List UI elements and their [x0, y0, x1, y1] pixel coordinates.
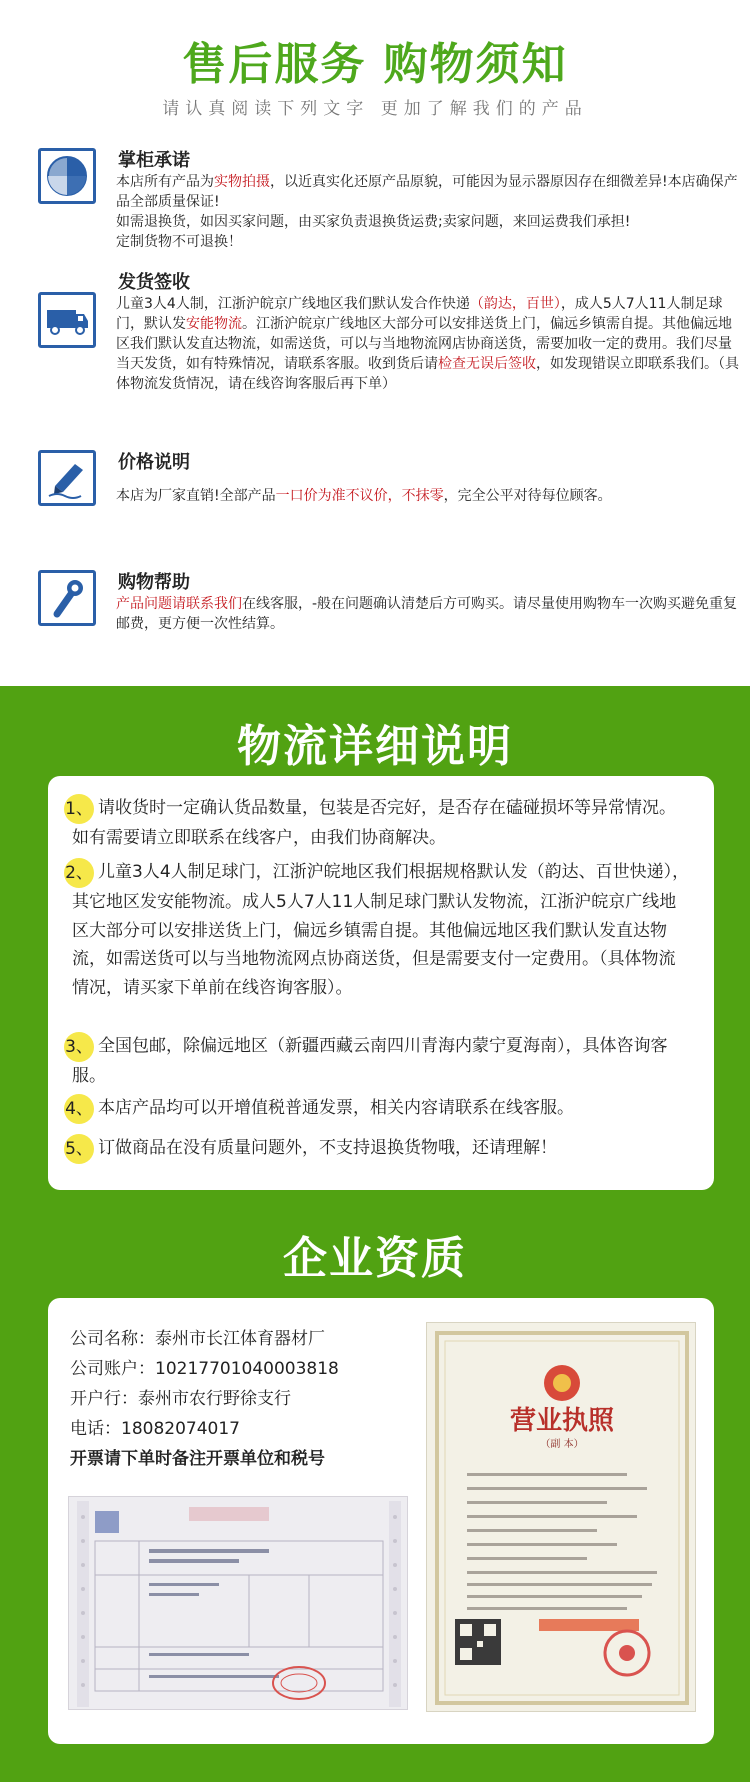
text-span: 本店为厂家直销!全部产品 [116, 488, 276, 504]
list-item [65, 1134, 692, 1164]
company-card [48, 1298, 714, 1744]
number-badge: 5、 [64, 1134, 94, 1164]
list-item-text: 本店产品均可以开增值税普通发票，相关内容请联系在线客服。 [98, 1098, 574, 1118]
list-item [65, 1032, 692, 1091]
list-item [65, 858, 692, 1002]
list-item-text: 儿童3人4人制足球门，江浙沪皖地区我们根据规格默认发（韵达、百世快递），其它地区发安能物流。成人5人7人11人制足球门默认发物流，江浙沪皖京广线地区大部分可以安排送货上门，偏远乡镇需自提。其他偏远地区我们默认发直达物流，如需送货可以与当地物流网点协商送货，但是需要支付一定费用。（具体物流情况，请买家下单前在线咨询客服）。 [72, 862, 690, 998]
pie-chart-icon [38, 148, 96, 204]
company-title: 企业资质 [283, 1233, 467, 1284]
text-span: ，如发现错误立即联系我们。（具体物流发货情况，请在线咨询客服后再下单） [116, 356, 739, 392]
text-span: ，完全公平对待每位顾客。 [443, 488, 612, 504]
notice-shipping-title: 发货签收 [118, 272, 190, 293]
notice-price-body [116, 486, 742, 506]
number-badge: 1、 [64, 794, 94, 824]
van-icon [38, 292, 96, 348]
notice-help-body [116, 594, 746, 634]
business-license-image [426, 1322, 696, 1712]
company-account: 公司账户：10217701040003818 [70, 1359, 339, 1379]
highlight-text: （韵达，百世） [469, 296, 561, 312]
number-badge: 3、 [64, 1032, 94, 1062]
text-span: 儿童3人4人制，江浙沪皖京广线地区我们默认发合作快递 [116, 296, 470, 312]
notice-price-title: 价格说明 [118, 452, 190, 473]
notice-help-title: 购物帮助 [118, 572, 190, 593]
logistics-card [48, 776, 714, 1190]
after-sales-section [0, 0, 750, 686]
text-span: 本店所有产品为 [116, 174, 214, 190]
text-span: ，成人5人7人11人制足球门，默认发 [116, 296, 723, 332]
list-item [65, 1094, 692, 1124]
page-subtitle: 请认真阅读下列文字 更加了解我们的产品 [162, 99, 588, 119]
highlight-text: 一口价为准不议价，不抹零 [275, 488, 444, 504]
number-badge: 4、 [64, 1094, 94, 1124]
page-title: 售后服务 购物须知 [182, 39, 568, 90]
text-span: ，以近真实化还原产品原貌，可能因为显示器原因存在细微差异!本店确保产品全部质量保证! [116, 174, 738, 210]
invoice-note: 开票请下单时备注开票单位和税号 [70, 1449, 325, 1469]
green-section [0, 686, 750, 1782]
text-span: 。江浙沪皖京广线地区大部分可以安排送货上门，偏远乡镇需自提。其他偏远地区我们默认发直达物流，如需送货，可以与当地物流网店协商送货，需要加收一定的费用。我们尽量当天发货，如有特殊情况，请联系客服。收到货后请 [116, 316, 732, 372]
notice-guarantee-title: 掌柜承诺 [118, 150, 190, 171]
wrench-icon [38, 570, 96, 626]
highlight-text: 实物拍摄 [214, 174, 270, 190]
list-item [65, 794, 692, 853]
company-phone: 电话：18082074017 [70, 1419, 240, 1439]
list-item-text: 订做商品在没有质量问题外，不支持退换货物哦，还请理解！ [98, 1138, 557, 1158]
logistics-title: 物流详细说明 [237, 721, 513, 772]
number-badge: 2、 [64, 858, 94, 888]
license-subtitle: （副 本） [540, 1439, 584, 1450]
highlight-text: 产品问题请联系我们 [116, 596, 242, 612]
text-span: 在线客服，-般在问题确认清楚后方可购买。请尽量使用购物车一次购买避免重复邮费，更方便一次性结算。 [116, 596, 738, 632]
list-item-text: 全国包邮，除偏远地区（新疆西藏云南四川青海内蒙宁夏海南），具体咨询客服。 [72, 1036, 668, 1086]
text-span: 定制货物不可退换！ [116, 234, 242, 250]
invoice-image [68, 1496, 408, 1710]
notice-shipping-body [116, 294, 742, 394]
license-title: 营业执照 [509, 1406, 615, 1436]
company-bank: 开户行：泰州市农行野徐支行 [70, 1389, 291, 1409]
text-span: 如需退换货，如因买家问题，由买家负责退换货运费;卖家问题，来回运费我们承担! [116, 214, 631, 230]
marker-pen-icon [38, 450, 96, 506]
list-item-text: 请收货时一定确认货品数量，包装是否完好，是否存在磕碰损坏等异常情况。如有需要请立即联系在线客户，由我们协商解决。 [72, 798, 676, 848]
highlight-text: 检查无误后签收 [438, 356, 536, 372]
highlight-text: 安能物流 [186, 316, 242, 332]
notice-guarantee-body [116, 172, 742, 252]
company-name: 公司名称：泰州市长江体育器材厂 [70, 1329, 325, 1349]
